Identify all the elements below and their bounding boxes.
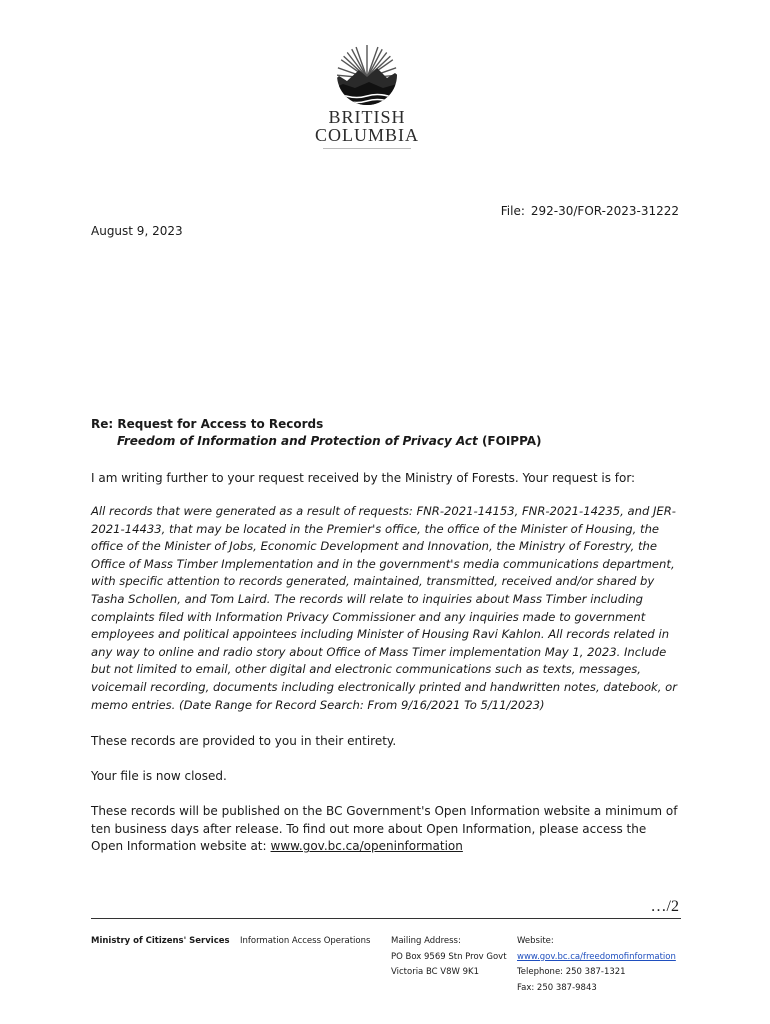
logo-text-line2: COLUMBIA bbox=[314, 125, 419, 145]
footer-mailing-address bbox=[391, 934, 507, 981]
logo-text-line1: BRITISH bbox=[328, 107, 406, 127]
file-label: File: bbox=[500, 204, 525, 218]
page-continuation-marker: …/2 bbox=[650, 898, 679, 915]
intro-paragraph: I am writing further to your request received by the Ministry of Forests. Your request is for: bbox=[91, 471, 636, 485]
mailing-line1: PO Box 9569 Stn Prov Govt bbox=[391, 951, 507, 962]
footer-ministry: Ministry of Citizens' Services bbox=[91, 936, 230, 946]
publish-paragraph bbox=[91, 803, 681, 856]
mailing-label: Mailing Address: bbox=[391, 936, 461, 946]
fax: Fax: 250 387-9843 bbox=[517, 982, 597, 993]
act-abbrev: (FOIPPA) bbox=[481, 434, 542, 448]
act-line bbox=[91, 433, 542, 450]
bc-government-logo bbox=[311, 44, 423, 148]
subject-line: Re: Request for Access to Records bbox=[91, 417, 324, 431]
publish-text: These records will be published on the BC Government's Open Information website a minimum of ten business days after release. To find out more about Open Information, please access the Open Information website at: bbox=[91, 804, 678, 854]
footer-branch: Information Access Operations bbox=[240, 936, 371, 946]
logo-underline bbox=[323, 148, 411, 149]
foi-website-link[interactable]: www.gov.bc.ca/freedomofinformation bbox=[517, 951, 676, 962]
mailing-line2: Victoria BC V8W 9K1 bbox=[391, 967, 480, 977]
footer-contact bbox=[517, 934, 676, 996]
act-name: Freedom of Information and Protection of Privacy Act bbox=[117, 434, 478, 448]
entirety-paragraph: These records are provided to you in their entirety. bbox=[91, 734, 397, 748]
file-reference bbox=[501, 204, 679, 218]
closed-paragraph: Your file is now closed. bbox=[91, 769, 227, 783]
website-label: Website: bbox=[517, 936, 554, 946]
request-text-paragraph: All records that were generated as a result of requests: FNR-2021-14153, FNR-2021-14235, and JER-2021-14433, that may be located in the Premier's office, the office of the Minister of Housing, the office of the Minister of Jobs, Economic Development and Innovation, the Ministry of Forestry, the Office of Mass Timber Implementation and in the government's media communications department, with specific attention to records generated, maintained, transmitted, received and/or shared by Tasha Schollen, and Tom Laird. The records will relate to inquiries about Mass Timber including complaints filed with Information Privacy Commissioner and any inquiries made to government employees and political appointees including Minister of Housing Ravi Kahlon. All records related in any way to online and radio story about Office of Mass Timer implementation May 1, 2023. Include but not limited to email, other digital and electronic communications such as texts, messages, voicemail recording, documents including electronically printed and handwritten notes, datebook, or memo entries. (Date Range for Record Search: From 9/16/2021 To 5/11/2023) bbox=[91, 504, 677, 712]
letter-date: August 9, 2023 bbox=[91, 224, 183, 238]
telephone: Telephone: 250 387-1321 bbox=[517, 967, 626, 977]
subject-block bbox=[91, 416, 542, 450]
footer-divider bbox=[91, 918, 681, 919]
sun-mountain-emblem-icon bbox=[325, 44, 409, 106]
file-number: 292-30/FOR-2023-31222 bbox=[530, 204, 679, 218]
open-information-link[interactable]: www.gov.bc.ca/openinformation bbox=[270, 839, 463, 854]
